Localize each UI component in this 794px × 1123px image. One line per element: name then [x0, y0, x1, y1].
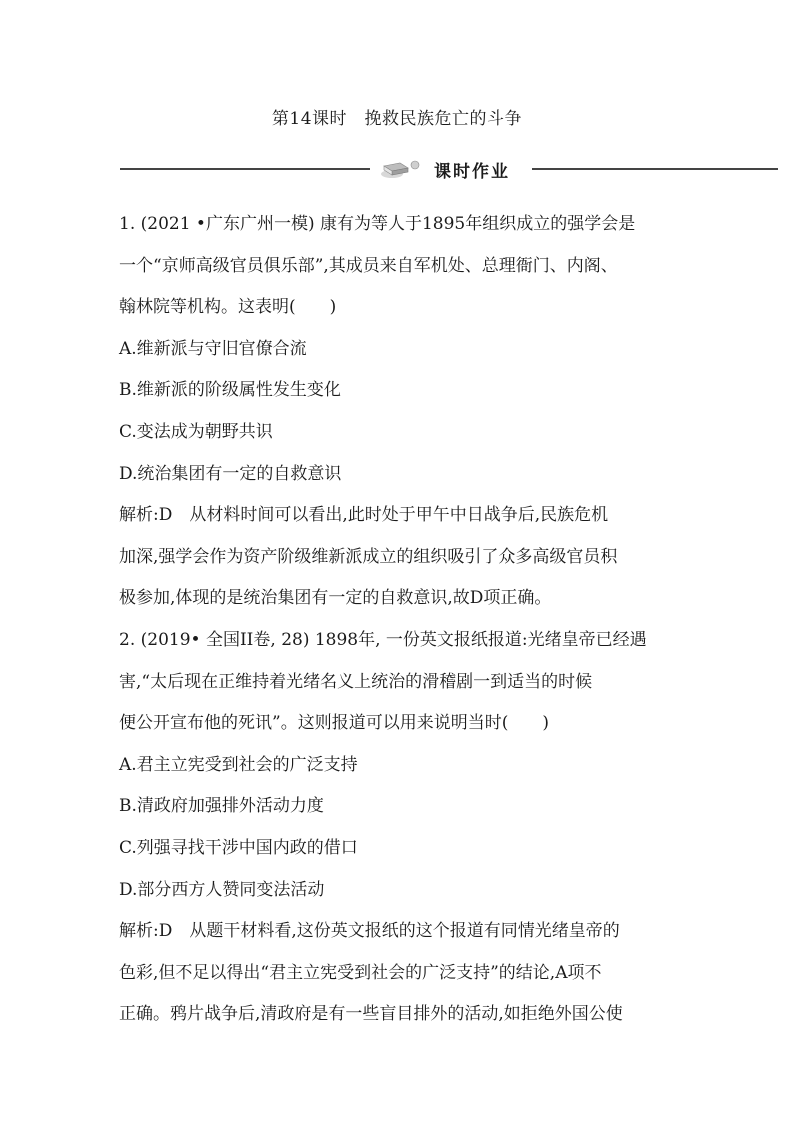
question-2-option-d: D.部分西方人赞同变法活动 [119, 879, 325, 900]
banner-rule-right [532, 168, 778, 170]
banner-rule-left [120, 168, 370, 170]
question-2-stem-line: 2. (2019• 全国II卷, 28) 1898年, 一份英文报纸报道:光绪皇帝已经遇 [119, 629, 647, 650]
question-1-stem-line: 一个“京师高级官员俱乐部”,其成员来自军机处、总理衙门、内阁、 [119, 255, 618, 276]
question-2-analysis-line: 解析:D 从题干材料看,这份英文报纸的这个报道有同情光绪皇帝的 [119, 921, 620, 942]
question-2-analysis-line: 正确。鸦片战争后,清政府是有一些盲目排外的活动,如拒绝外国公使 [119, 1004, 623, 1025]
question-1-analysis-line: 解析:D 从材料时间可以看出,此时处于甲午中日战争后,民族危机 [119, 505, 609, 526]
question-2-option-a: A.君主立宪受到社会的广泛支持 [119, 754, 358, 775]
question-2-stem-line: 便公开宣布他的死讯”。这则报道可以用来说明当时( ) [119, 713, 549, 734]
section-banner [120, 156, 780, 182]
question-1-option-b: B.维新派的阶级属性发生变化 [119, 380, 341, 401]
question-1-analysis-line: 加深,强学会作为资产阶级维新派成立的组织吸引了众多高级官员积 [119, 546, 618, 567]
question-1-stem-line: 1. (2021 •广东广州一模) 康有为等人于1895年组织成立的强学会是 [119, 214, 636, 234]
question-2-option-b: B.清政府加强排外活动力度 [119, 796, 324, 817]
question-2-analysis-line: 色彩,但不足以得出“君主立宪受到社会的广泛支持”的结论,A项不 [119, 962, 602, 983]
question-list [119, 204, 685, 1036]
page-title: 第14课时 挽救民族危亡的斗争 [271, 109, 523, 129]
question-1-analysis-line: 极参加,体现的是统治集团有一定的自救意识,故D项正确。 [119, 588, 552, 609]
question-2-option-c: C.列强寻找干涉中国内政的借口 [119, 837, 358, 858]
books-icon [378, 158, 424, 180]
question-1-stem-line: 翰林院等机构。这表明( ) [119, 297, 337, 318]
question-1-option-c: C.变法成为朝野共识 [119, 421, 273, 442]
banner-label: 课时作业 [434, 162, 510, 182]
question-1-option-d: D.统治集团有一定的自救意识 [119, 463, 342, 484]
question-2-stem-line: 害,“太后现在正维持着光绪名义上统治的滑稽剧一到适当的时候 [119, 671, 593, 692]
question-1-option-a: A.维新派与守旧官僚合流 [119, 338, 307, 359]
